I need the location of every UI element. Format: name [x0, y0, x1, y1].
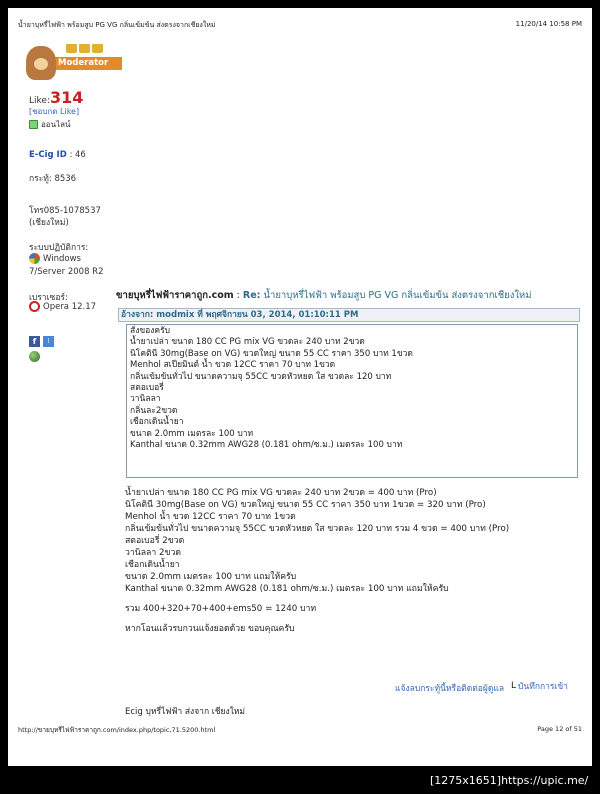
reply-line: ขนาด 2.0mm เมตรละ 100 บาท แถมให้ครับ [125, 572, 297, 582]
quote-line: นิโคตินี 30mg(Base on VG) ขวดใหญ่ ขนาด 55 CC ราคา 350 บาท 1ขวด [130, 348, 413, 359]
image-host-watermark: [1275x1651]https://upic.me/ [430, 774, 589, 787]
report-post-link[interactable]: แจ้งลบกระทู้นี้หรือติดต่อผู้ดูแล [395, 684, 505, 694]
browser-label: เบราเซอร์: [29, 293, 68, 303]
quote-header-text: อ้างจาก: modmix ที่ พฤศจิกายน 03, 2014, 01:10:11 PM [121, 310, 359, 320]
online-status [29, 118, 70, 131]
print-footer-page: Page 12 of 51 [537, 725, 582, 733]
quote-line: สั่งของครับ [130, 326, 171, 336]
reply-line: Menhol น้ำ ขวด 12CC ราคา 70 บาท 1ขวด [125, 512, 296, 522]
quote-body [126, 324, 578, 478]
os-name: Windows [43, 254, 81, 264]
bookmark-icon: L [511, 681, 517, 691]
quote-line: วานิลลา [130, 394, 161, 405]
signature: Ecig บุหรี่ไฟฟ้า ส่งจาก เชียงใหม่ [125, 707, 245, 717]
reply-line: สตอเบอรี่ 2ขวด [125, 536, 185, 546]
os-info [29, 253, 104, 279]
post-body [125, 487, 585, 635]
bookmark-label: บันทึกการเข้า [518, 682, 568, 692]
quote-line: ขนาด 2.0mm เมตรละ 100 บาท [130, 428, 254, 439]
post-title-text: น้ำยาบุหรี่ไฟฟ้า พร้อมสูบ PG VG กลิ่นเข้มข้น ส่งตรงจากเชียงใหม่ [263, 290, 532, 301]
order-total: รวม 400+320+70+400+ems50 = 1240 บาท [125, 604, 317, 614]
print-footer-url: http://ขายบุหรี่ไฟฟ้าราคาถูก.com/index.php/topic,71.5200.html [18, 726, 216, 734]
user-location: (เชียงใหม่) [29, 218, 69, 228]
print-page [8, 8, 592, 766]
browser-name: Opera 12.17 [43, 301, 97, 312]
os-version: 7/Server 2008 R2 [29, 267, 104, 277]
like-label: Like: [29, 96, 50, 106]
quote-line: Menhol สเปียมินต์ น้ำ ขวด 12CC ราคา 70 บาท 1ขวด [130, 360, 336, 371]
like-button[interactable]: [ชอบกด Like] [29, 107, 80, 116]
quote-line: น้ำยาเปล่า ขนาด 180 CC PG mix VG ขวดละ 240 บาท 2ขวด [130, 337, 365, 348]
rank-crowns [66, 44, 103, 53]
ecig-id-label[interactable]: E-Cig ID [29, 150, 67, 160]
user-phone: โทร085-1078537 [29, 206, 101, 216]
post-count: กระทู้: 8536 [29, 174, 77, 184]
reply-line: วานิลลา 2ขวด [125, 548, 181, 558]
share-icon[interactable]: ⁞ [43, 336, 54, 347]
print-header-datetime: 11/20/14 10:58 PM [515, 20, 582, 28]
user-contact [29, 205, 101, 229]
bookmark-link[interactable] [511, 679, 568, 693]
post-title [116, 288, 532, 303]
os-label: ระบบปฏิบัติการ: [29, 243, 89, 253]
quote-header[interactable] [118, 308, 580, 322]
quote-line: กลิ่นเข้มข้นทั่วไป ขนาดความจุ 55CC ขวดหัวหยด ใส ขวดละ 120 บาท [130, 371, 392, 382]
ecig-id-value: : 46 [66, 150, 86, 160]
browser-info [29, 301, 96, 312]
online-status-icon [29, 120, 38, 129]
crown-icon [79, 44, 90, 53]
reply-line: น้ำยาเปล่า ขนาด 180 CC PG mix VG ขวดละ 240 บาท 2ขวด = 400 บาท (Pro) [125, 488, 437, 498]
print-header-title: น้ำยาบุหรี่ไฟฟ้า พร้อมสูบ PG VG กลิ่นเข้มข้น ส่งตรงจากเชียงใหม่ [18, 21, 216, 29]
facebook-icon[interactable]: f [29, 336, 40, 347]
quote-line: สตอเบอรี่ [130, 383, 164, 394]
rank-ribbon: Moderator [52, 57, 122, 70]
social-links [29, 336, 54, 347]
post-title-link[interactable] [243, 290, 532, 301]
reply-line: นิโคตินี 30mg(Base on VG) ขวดใหญ่ ขนาด 55 CC ราคา 350 บาท 1ขวด = 320 บาท (Pro) [125, 500, 486, 510]
reply-line: กลิ่นเข้มข้นทั่วไป ขนาดความจุ 55CC ขวดหัวหยด ใส ขวดละ 120 บาท รวม 4 ขวด = 400 บาท (Pro) [125, 524, 510, 534]
reply-line: Kanthal ขนาด 0.32mm AWG28 (0.181 ohm/ซ.ม.) เมตรละ 100 บาท แถมให้ครับ [125, 584, 449, 594]
quote-line: Kanthal ขนาด 0.32mm AWG28 (0.181 ohm/ซ.ม.) เมตรละ 100 บาท [130, 440, 403, 451]
like-count: 314 [49, 88, 84, 107]
reply-line: เชือกเดินน้ำยา [125, 560, 180, 570]
quote-line: เชือกเดินน้ำยา [130, 417, 184, 428]
online-status-label: ออนไลน์ [41, 120, 71, 129]
crown-icon [66, 44, 77, 53]
post-title-separator: : [233, 290, 243, 301]
opera-icon [29, 301, 40, 312]
crown-icon [92, 44, 103, 53]
website-globe-icon[interactable] [29, 351, 40, 362]
closing-note: หากโอนแล้วรบกวนแจ้งยอดด้วย ขอบคุณครับ [125, 624, 295, 634]
ecig-id [29, 150, 86, 160]
quote-line: กลิ่นละ2ขวด [130, 405, 178, 416]
moderator-badge [26, 44, 123, 82]
post-site-name[interactable]: ขายบุหรี่ไฟฟ้าราคาถูก.com [116, 290, 234, 301]
post-re-prefix: Re: [242, 290, 261, 301]
mascot-avatar-icon [26, 46, 56, 80]
windows-icon [29, 253, 40, 264]
